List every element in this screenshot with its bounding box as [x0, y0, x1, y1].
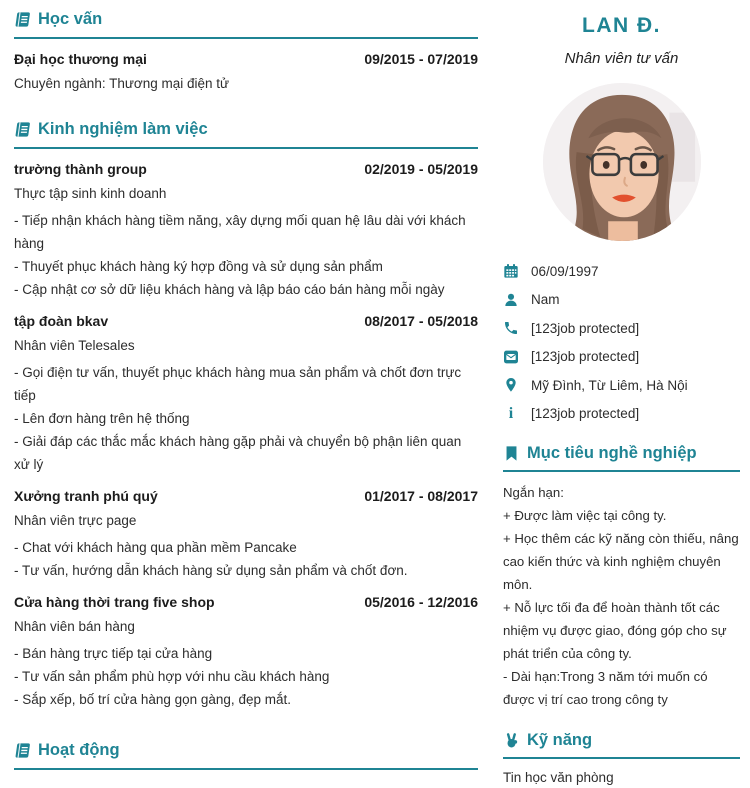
section-objective — [503, 444, 740, 711]
education-major: Chuyên ngành: Thương mại điện tử — [14, 76, 230, 91]
email-icon — [503, 349, 519, 365]
company-name: trường thành group — [14, 161, 147, 177]
section-education-header — [14, 10, 478, 39]
calendar-icon — [503, 263, 519, 279]
section-title: Mục tiêu nghề nghiệp — [527, 444, 697, 462]
section-activities-header — [14, 741, 478, 770]
gender-value: Nam — [531, 292, 560, 308]
section-title: Kỹ năng — [527, 731, 593, 749]
phone-icon — [503, 320, 519, 336]
address-value: Mỹ Đình, Từ Liêm, Hà Nội — [531, 377, 688, 393]
book-icon — [14, 742, 31, 759]
section-objective-header — [503, 444, 740, 472]
skill-item: Tin học văn phòng — [503, 770, 614, 785]
job-duty: - Thuyết phục khách hàng ký hợp đồng và sử dụng sản phẩm — [14, 259, 383, 274]
job-duty: - Giải đáp các thắc mắc khách hàng gặp phải và chuyển bộ phận liên quan xử lý — [14, 434, 462, 472]
job-duty: - Bán hàng trực tiếp tại cửa hàng — [14, 646, 213, 661]
work-period: 01/2017 - 08/2017 — [364, 488, 478, 504]
education-entry — [14, 51, 478, 94]
portrait-illustration — [543, 83, 701, 241]
user-icon — [503, 292, 519, 308]
gender-row — [503, 286, 740, 315]
job-duty: - Lên đơn hàng trên hệ thống — [14, 411, 190, 426]
section-title: Học vấn — [38, 10, 103, 28]
address-row — [503, 371, 740, 400]
objective-line: + Được làm việc tại công ty. — [503, 508, 667, 523]
candidate-job-title: Nhân viên tư vấn — [564, 50, 679, 67]
company-name: Xưởng tranh phú quý — [14, 488, 158, 504]
job-duty: - Tư vấn, hướng dẫn khách hàng sử dụng sản phẩm và chốt đơn. — [14, 563, 408, 578]
job-position: Nhân viên bán hàng — [14, 619, 135, 634]
work-period: 02/2019 - 05/2019 — [364, 161, 478, 177]
objective-line: - Dài hạn:Trong 3 năm tới muốn có được vị trí cao trong công ty — [503, 669, 708, 707]
school-name: Đại học thương mại — [14, 51, 147, 67]
education-period: 09/2015 - 07/2019 — [364, 51, 478, 67]
job-duty: - Chat với khách hàng qua phần mềm Pancake — [14, 540, 297, 555]
email-row — [503, 343, 740, 372]
contact-info — [503, 257, 740, 428]
book-icon — [14, 121, 31, 138]
section-skills — [503, 731, 740, 788]
phone-value: [123job protected] — [531, 320, 640, 336]
section-title: Kinh nghiệm làm việc — [38, 120, 208, 138]
section-title: Hoạt động — [38, 741, 120, 759]
experience-entry — [14, 594, 478, 711]
birthdate-value: 06/09/1997 — [531, 263, 599, 279]
company-name: tập đoàn bkav — [14, 313, 109, 329]
birthdate-row — [503, 257, 740, 286]
experience-entry — [14, 488, 478, 582]
profile-photo — [543, 83, 701, 241]
job-duty: - Tư vấn sản phẩm phù hợp với nhu cầu khách hàng — [14, 669, 330, 684]
experience-entry — [14, 161, 478, 301]
work-period: 08/2017 - 05/2018 — [364, 313, 478, 329]
job-duty: - Gọi điện tư vấn, thuyết phục khách hàng mua sản phẩm và chốt đơn trực tiếp — [14, 365, 462, 403]
main-column — [14, 8, 478, 788]
phone-row — [503, 314, 740, 343]
job-position: Nhân viên Telesales — [14, 338, 135, 353]
job-duty: - Cập nhật cơ sở dữ liệu khách hàng và lập báo cáo bán hàng mỗi ngày — [14, 282, 445, 297]
job-position: Thực tập sinh kinh doanh — [14, 186, 167, 201]
candidate-name: LAN Đ. — [582, 14, 661, 37]
job-position: Nhân viên trực page — [14, 513, 137, 528]
info-icon: i — [508, 404, 514, 422]
extra-info-row — [503, 400, 740, 429]
bookmark-icon — [503, 445, 520, 462]
job-duty: - Sắp xếp, bố trí cửa hàng gọn gàng, đẹp mắt. — [14, 692, 291, 707]
job-duty: - Tiếp nhận khách hàng tiềm năng, xây dựng mối quan hệ lâu dài với khách hàng — [14, 213, 466, 251]
experience-entry — [14, 313, 478, 476]
section-skills-header — [503, 731, 740, 759]
section-experience — [14, 120, 478, 711]
victory-hand-icon — [503, 732, 520, 749]
company-name: Cửa hàng thời trang five shop — [14, 594, 215, 610]
section-education — [14, 10, 478, 94]
work-period: 05/2016 - 12/2016 — [364, 594, 478, 610]
section-activities — [14, 741, 478, 770]
section-experience-header — [14, 120, 478, 149]
book-icon — [14, 11, 31, 28]
objective-line: + Học thêm các kỹ năng còn thiếu, nâng cao kiến thức và kinh nghiệm chuyên môn. — [503, 531, 739, 592]
objective-line: Ngắn hạn: — [503, 485, 564, 500]
sidebar-column — [503, 8, 740, 788]
email-value: [123job protected] — [531, 349, 640, 365]
location-pin-icon — [503, 377, 519, 393]
objective-line: + Nỗ lực tối đa để hoàn thành tốt các nhiệm vụ được giao, đóng góp cho sự phát triển của công ty. — [503, 600, 727, 661]
extra-info-value: [123job protected] — [531, 406, 640, 422]
